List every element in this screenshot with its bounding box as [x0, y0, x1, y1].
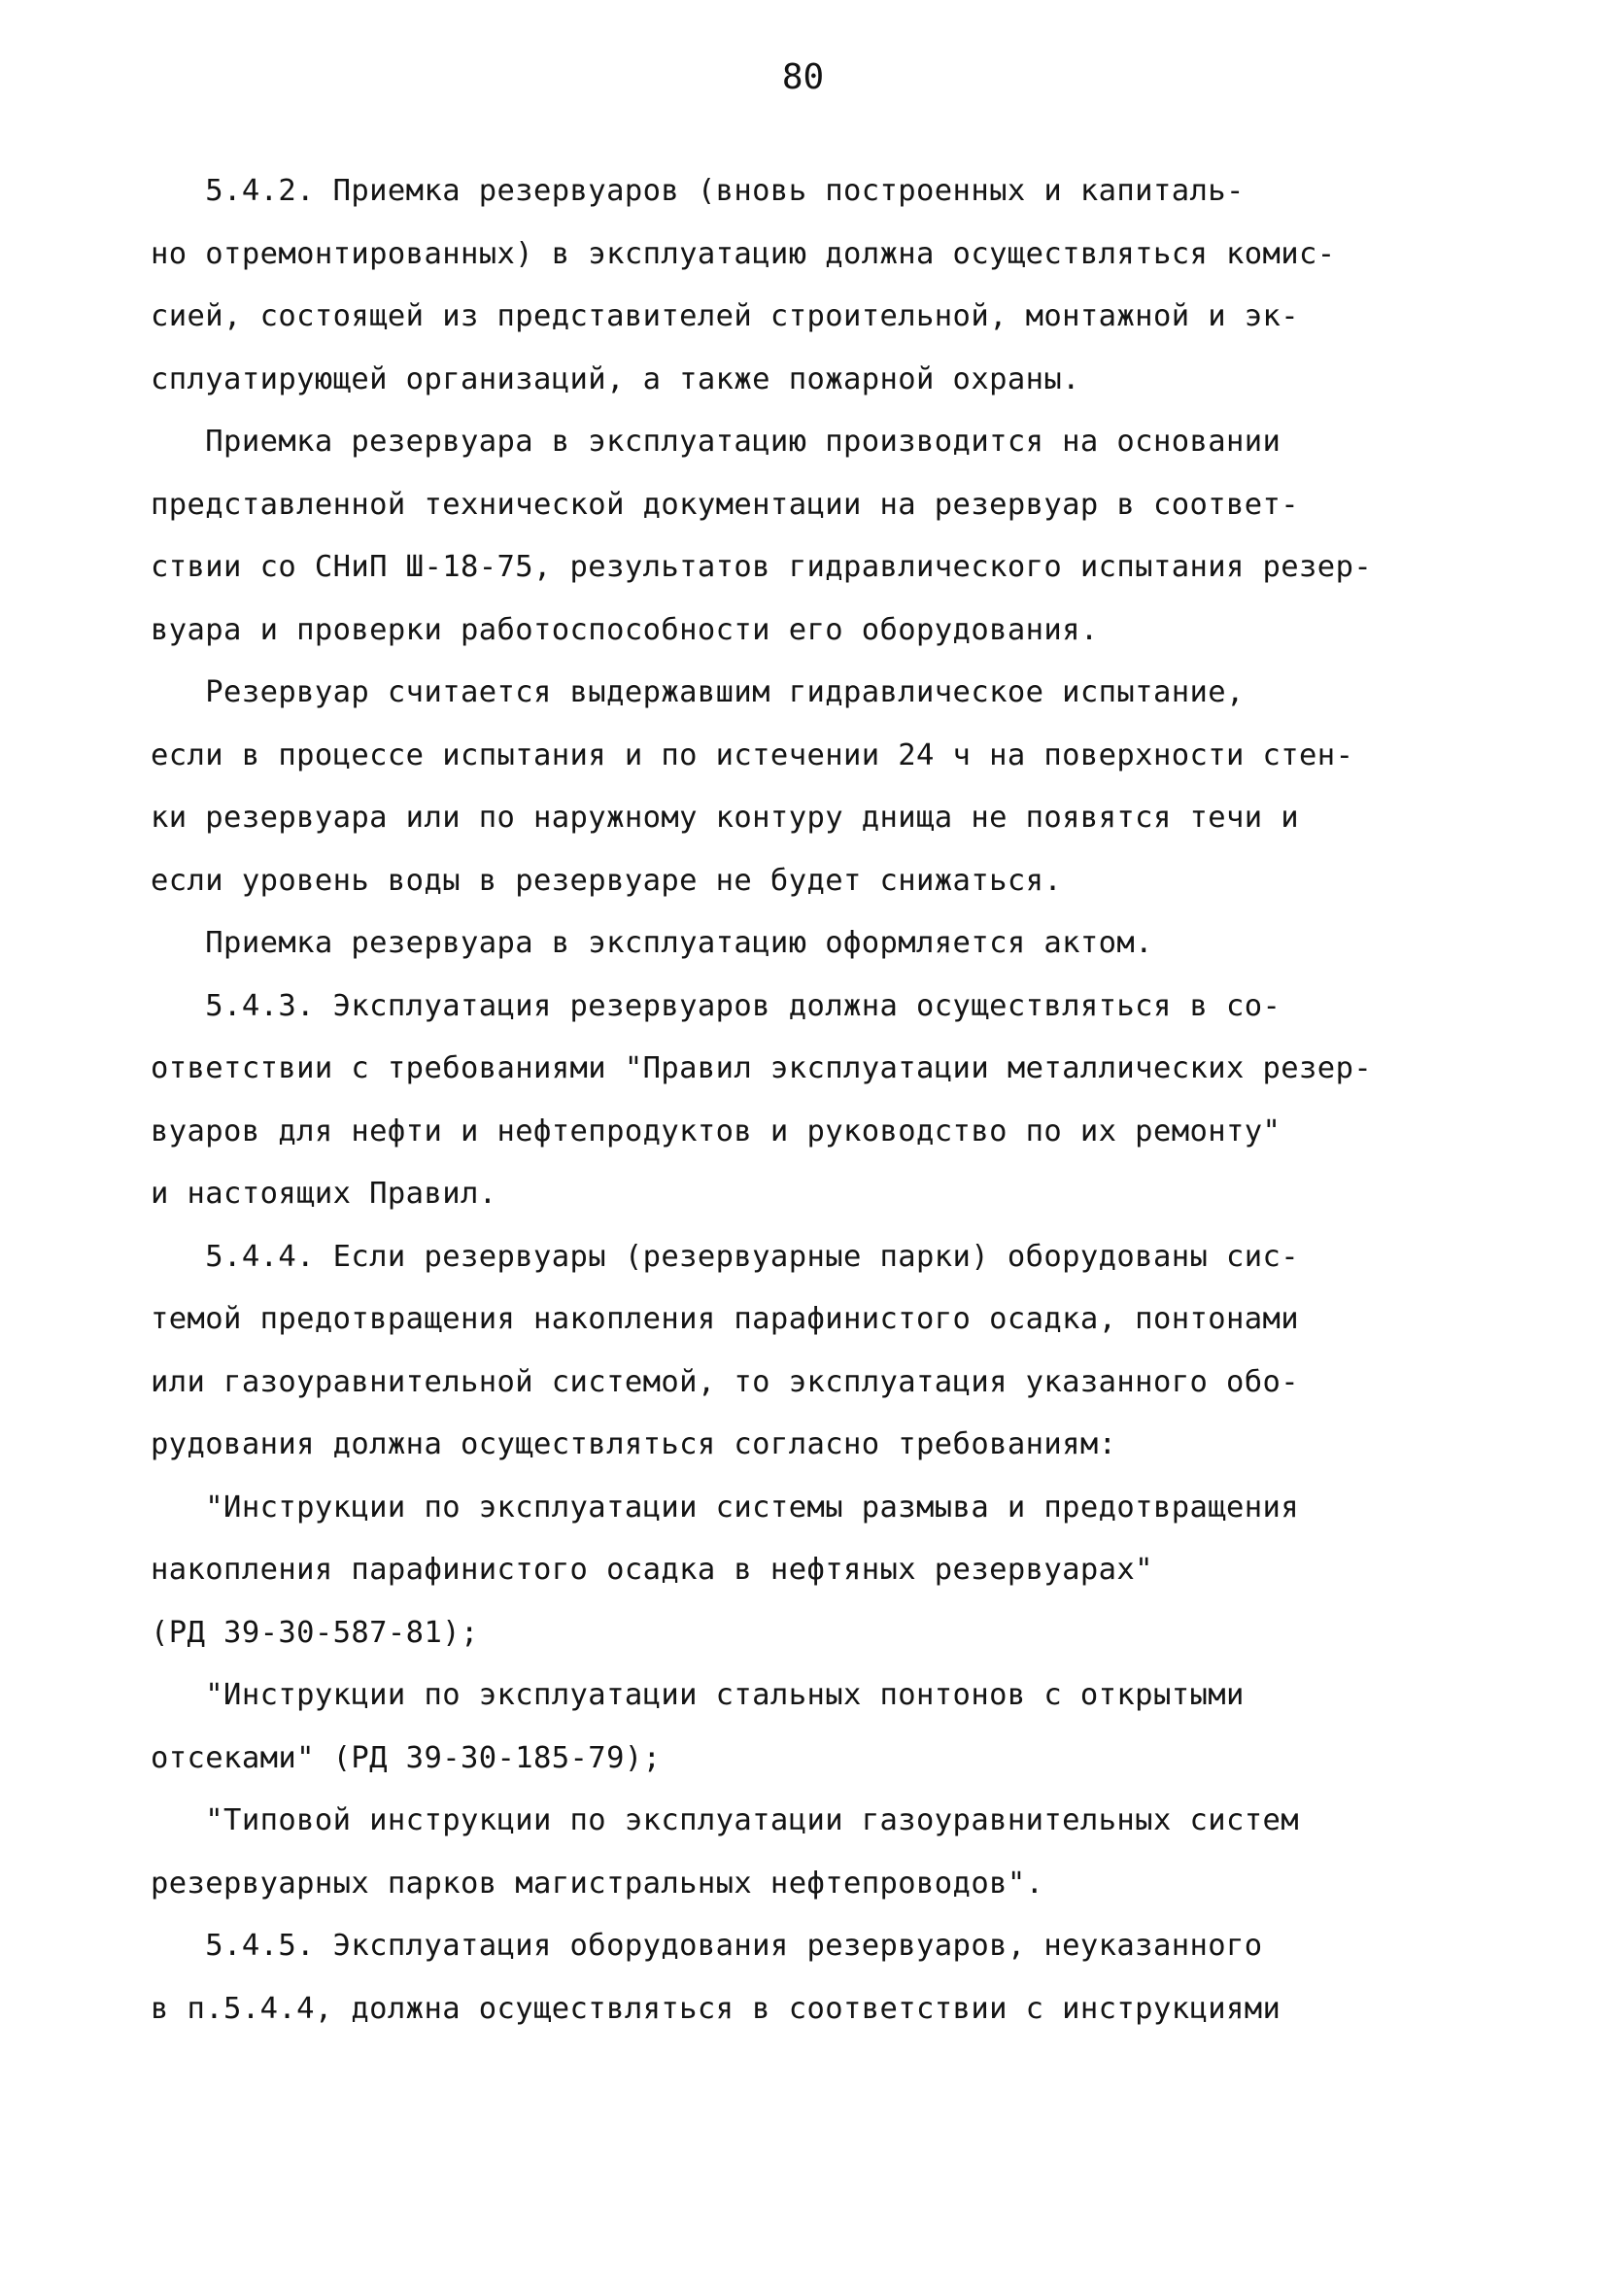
text-line: вуаров для нефти и нефтепродуктов и руководство по их ремонту": [151, 1114, 1281, 1148]
text-line: ствии со СНиП Ш-18-75, результатов гидравлического испытания резер-: [151, 550, 1373, 584]
paragraph-5-4-5: [151, 1915, 1452, 2040]
text-line: Приемка резервуара в эксплуатацию оформляется актом.: [151, 926, 1153, 960]
text-line: (РД 39-30-587-81);: [151, 1615, 479, 1650]
paragraph-act: [151, 912, 1452, 976]
text-line: представленной технической документации на резервуар в соответ-: [151, 487, 1300, 522]
paragraph-5-4-3: [151, 976, 1452, 1226]
text-line: отсеками" (РД 39-30-185-79);: [151, 1740, 662, 1775]
text-line: сией, состоящей из представителей строительной, монтажной и эк-: [151, 299, 1300, 333]
text-line: или газоуравнительной системой, то эксплуатация указанного обо-: [151, 1364, 1300, 1399]
paragraph-instruction-washout: [151, 1477, 1452, 1665]
paragraph-5-4-4: [151, 1226, 1452, 1477]
text-line: сплуатирующей организаций, а также пожарной охраны.: [151, 361, 1080, 396]
text-line: накопления парафинистого осадка в нефтяных резервуарах": [151, 1553, 1153, 1587]
text-line: Резервуар считается выдержавшим гидравлическое испытание,: [151, 675, 1245, 709]
text-line: но отремонтированных) в эксплуатацию должна осуществляться комис-: [151, 236, 1336, 271]
document-body: [151, 160, 1452, 2040]
text-line: 5.4.5. Эксплуатация оборудования резервуаров, неуказанного: [151, 1929, 1263, 1963]
text-line: в п.5.4.4, должна осуществляться в соответствии с инструкциями: [151, 1991, 1281, 2026]
page-number: 80: [781, 57, 825, 97]
text-line: резервуарных парков магистральных нефтепроводов".: [151, 1866, 1044, 1901]
text-line: и настоящих Правил.: [151, 1177, 497, 1211]
paragraph-instruction-gas-equalizing: [151, 1790, 1452, 1915]
text-line: рудования должна осуществляться согласно требованиям:: [151, 1427, 1117, 1461]
paragraph-instruction-pontoons: [151, 1664, 1452, 1790]
text-line: 5.4.4. Если резервуары (резервуарные парки) оборудованы сис-: [151, 1239, 1300, 1274]
text-line: "Типовой инструкции по эксплуатации газоуравнительных систем: [151, 1803, 1300, 1837]
text-line: "Инструкции по эксплуатации стальных понтонов с открытыми: [151, 1678, 1245, 1712]
paragraph-hydraulic-test: [151, 662, 1452, 912]
text-line: Приемка резервуара в эксплуатацию производится на основании: [151, 425, 1281, 459]
text-line: если уровень воды в резервуаре не будет снижаться.: [151, 863, 1063, 898]
text-line: вуара и проверки работоспособности его оборудования.: [151, 612, 1099, 647]
text-line: 5.4.2. Приемка резервуаров (вновь построенных и капиталь-: [151, 174, 1245, 208]
text-line: темой предотвращения накопления парафинистого осадка, понтонами: [151, 1302, 1300, 1336]
paragraph-acceptance: [151, 411, 1452, 662]
text-line: ответствии с требованиями "Правил эксплуатации металлических резер-: [151, 1051, 1373, 1085]
paragraph-5-4-2: [151, 160, 1452, 411]
text-line: "Инструкции по эксплуатации системы размыва и предотвращения: [151, 1490, 1300, 1525]
text-line: 5.4.3. Эксплуатация резервуаров должна осуществляться в со-: [151, 988, 1281, 1023]
text-line: ки резервуара или по наружному контуру днища не появятся течи и: [151, 801, 1300, 835]
text-line: если в процессе испытания и по истечении 24 ч на поверхности стен-: [151, 737, 1354, 772]
